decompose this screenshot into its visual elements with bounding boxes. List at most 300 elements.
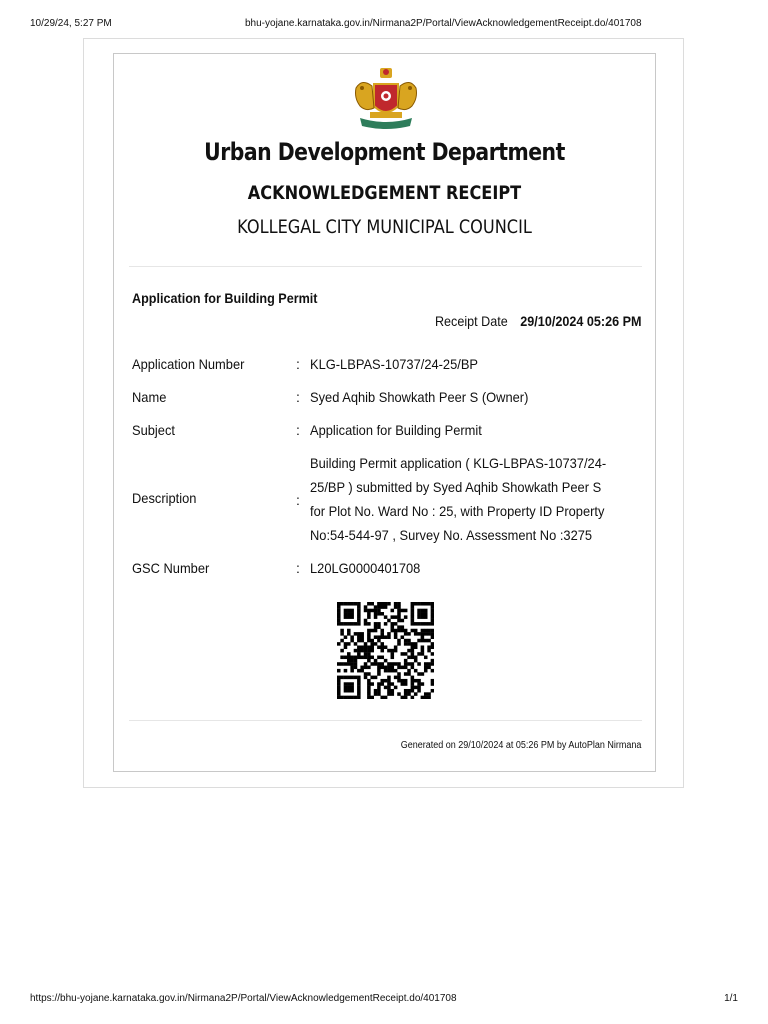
qr-module [350, 635, 354, 639]
qr-module [407, 632, 411, 636]
application-number-value: KLG-LBPAS-10737/24-25/BP [310, 356, 479, 372]
qr-module [387, 686, 391, 690]
qr-module [414, 692, 418, 696]
qr-module [404, 659, 408, 663]
qr-module [380, 612, 384, 616]
qr-module [401, 609, 405, 613]
qr-module [431, 689, 434, 693]
qr-module [421, 612, 425, 616]
qr-module [350, 666, 354, 670]
qr-module [411, 602, 415, 606]
qr-module [377, 669, 381, 673]
qr-module [384, 669, 388, 673]
qr-module [357, 686, 361, 690]
qr-module [424, 692, 428, 696]
qr-module [424, 632, 428, 636]
qr-module [394, 645, 398, 649]
qr-module [347, 629, 351, 633]
qr-module [364, 652, 368, 656]
qr-module [427, 662, 431, 666]
qr-module [421, 629, 425, 633]
qr-module [387, 662, 391, 666]
qr-module [340, 649, 344, 653]
qr-module [391, 662, 395, 666]
qr-module [350, 602, 354, 606]
qr-module [427, 645, 431, 649]
qr-module [377, 682, 381, 686]
qr-module [414, 632, 418, 636]
qr-module [387, 676, 391, 680]
qr-module [367, 672, 371, 676]
qr-module [394, 649, 398, 653]
qr-module [347, 615, 351, 619]
description-line: 25/BP ) submitted by Syed Aqhib Showkath Peer S [310, 479, 602, 495]
qr-module [431, 619, 434, 623]
qr-module [397, 605, 401, 609]
qr-module [380, 679, 384, 683]
qr-module [380, 645, 384, 649]
qr-module [421, 672, 425, 676]
qr-module [387, 632, 391, 636]
qr-module [377, 605, 381, 609]
qr-module [344, 662, 348, 666]
qr-module [401, 629, 405, 633]
qr-module [367, 682, 371, 686]
qr-module [411, 656, 415, 660]
qr-module [364, 619, 368, 623]
qr-module [337, 605, 341, 609]
qr-module [404, 609, 408, 613]
qr-module [397, 639, 401, 643]
qr-module [344, 656, 348, 660]
qr-module [427, 629, 431, 633]
qr-module [357, 615, 361, 619]
qr-module [401, 625, 405, 629]
qr-module [370, 639, 374, 643]
divider [129, 266, 642, 267]
qr-module [407, 656, 411, 660]
qr-module [424, 602, 428, 606]
qr-module [357, 676, 361, 680]
qr-module [397, 629, 401, 633]
qr-module [350, 615, 354, 619]
qr-module [431, 679, 434, 683]
qr-module [377, 609, 381, 613]
qr-module [391, 629, 395, 633]
qr-module [337, 622, 341, 626]
karnataka-state-emblem-icon [352, 66, 420, 132]
receipt-date-value: 29/10/2024 05:26 PM [519, 313, 641, 329]
qr-module [431, 669, 434, 673]
qr-code-icon [337, 602, 434, 699]
qr-module [357, 692, 361, 696]
qr-module [417, 609, 421, 613]
qr-module [370, 609, 374, 613]
qr-module [414, 645, 418, 649]
qr-module [364, 622, 368, 626]
qr-module [344, 696, 348, 699]
qr-module [357, 669, 361, 673]
qr-module [411, 615, 415, 619]
qr-module [424, 666, 428, 670]
qr-module [377, 602, 381, 606]
qr-module [407, 639, 411, 643]
qr-module [394, 622, 398, 626]
qr-module [394, 629, 398, 633]
qr-module [350, 696, 354, 699]
qr-module [337, 662, 341, 666]
qr-module [354, 659, 358, 663]
qr-module [370, 676, 374, 680]
qr-module [367, 602, 371, 606]
qr-module [344, 682, 348, 686]
council-name: KOLLEGAL CITY MUNICIPAL COUNCIL [237, 216, 532, 238]
qr-module [354, 696, 358, 699]
qr-module [337, 612, 341, 616]
qr-module [340, 639, 344, 643]
print-url: bhu-yojane.karnataka.gov.in/Nirmana2P/Portal/ViewAcknowledgementReceipt.do/401708 [245, 18, 642, 29]
qr-module [377, 625, 381, 629]
qr-module [397, 612, 401, 616]
qr-module [384, 696, 388, 699]
qr-module [394, 632, 398, 636]
field-colon: : [296, 560, 300, 576]
qr-module [424, 639, 428, 643]
qr-module [397, 609, 401, 613]
qr-module [377, 666, 381, 670]
qr-module [370, 602, 374, 606]
qr-module [411, 682, 415, 686]
qr-module [391, 622, 395, 626]
qr-module [417, 672, 421, 676]
qr-module [407, 642, 411, 646]
qr-module [374, 662, 378, 666]
description-line: No:54-544-97 , Survey No. Assessment No :3275 [310, 527, 593, 543]
qr-module [374, 605, 378, 609]
qr-module [374, 676, 378, 680]
qr-module [387, 669, 391, 673]
qr-module [407, 662, 411, 666]
qr-module [397, 615, 401, 619]
qr-module [344, 622, 348, 626]
qr-module [431, 632, 434, 636]
qr-module [340, 662, 344, 666]
description-line: Building Permit application ( KLG-LBPAS-10737/24- [310, 455, 607, 471]
qr-module [350, 676, 354, 680]
qr-module [367, 612, 371, 616]
qr-module [347, 642, 351, 646]
qr-module [424, 609, 428, 613]
qr-module [347, 612, 351, 616]
qr-module [424, 622, 428, 626]
qr-module [340, 632, 344, 636]
qr-module [414, 659, 418, 663]
qr-module [357, 622, 361, 626]
qr-module [424, 656, 428, 660]
qr-module [421, 615, 425, 619]
qr-module [424, 612, 428, 616]
qr-module [394, 686, 398, 690]
qr-module [354, 666, 358, 670]
qr-module [350, 609, 354, 613]
qr-module [364, 609, 368, 613]
qr-module [411, 642, 415, 646]
qr-module [357, 649, 361, 653]
qr-module [367, 659, 371, 663]
qr-module [384, 659, 388, 663]
qr-module [374, 625, 378, 629]
qr-module [414, 679, 418, 683]
qr-module [387, 679, 391, 683]
qr-module [391, 615, 395, 619]
qr-module [421, 632, 425, 636]
qr-module [397, 666, 401, 670]
qr-module [431, 652, 434, 656]
qr-module [360, 666, 364, 670]
qr-module [391, 666, 395, 670]
qr-module [397, 625, 401, 629]
qr-module [417, 615, 421, 619]
qr-module [404, 682, 408, 686]
qr-module [424, 696, 428, 699]
qr-module [360, 635, 364, 639]
qr-module [337, 686, 341, 690]
qr-module [367, 692, 371, 696]
subject-value: Application for Building Permit [310, 422, 482, 438]
qr-module [380, 662, 384, 666]
qr-module [344, 669, 348, 673]
qr-module [391, 652, 395, 656]
qr-module [360, 669, 364, 673]
qr-module [384, 679, 388, 683]
qr-module [397, 672, 401, 676]
qr-module [387, 682, 391, 686]
qr-module [377, 635, 381, 639]
qr-module [374, 689, 378, 693]
qr-module [374, 622, 378, 626]
qr-module [380, 635, 384, 639]
qr-module [337, 692, 341, 696]
qr-module [367, 666, 371, 670]
qr-module [414, 622, 418, 626]
qr-module [424, 629, 428, 633]
qr-module [411, 666, 415, 670]
qr-module [427, 696, 431, 699]
qr-module [340, 696, 344, 699]
qr-module [391, 649, 395, 653]
qr-module [340, 676, 344, 680]
qr-module [357, 652, 361, 656]
qr-module [357, 679, 361, 683]
qr-module [377, 612, 381, 616]
qr-module [421, 602, 425, 606]
qr-module [347, 682, 351, 686]
qr-module [367, 615, 371, 619]
qr-module [411, 612, 415, 616]
qr-module [391, 669, 395, 673]
qr-module [340, 602, 344, 606]
qr-module [397, 676, 401, 680]
print-page-number: 1/1 [724, 993, 738, 1004]
qr-module [337, 679, 341, 683]
qr-module [347, 622, 351, 626]
qr-module [360, 632, 364, 636]
qr-module [404, 615, 408, 619]
qr-module [397, 619, 401, 623]
qr-module [411, 679, 415, 683]
qr-module [354, 632, 358, 636]
qr-module [337, 669, 341, 673]
qr-module [347, 659, 351, 663]
qr-module [344, 615, 348, 619]
qr-module [414, 642, 418, 646]
qr-module [350, 682, 354, 686]
name-value: Syed Aqhib Showkath Peer S (Owner) [310, 389, 529, 405]
qr-module [370, 649, 374, 653]
qr-module [337, 642, 341, 646]
qr-module [417, 652, 421, 656]
qr-module [391, 625, 395, 629]
qr-module [427, 639, 431, 643]
qr-module [350, 656, 354, 660]
qr-module [391, 609, 395, 613]
field-colon: : [296, 356, 300, 372]
qr-module [394, 615, 398, 619]
field-colon: : [296, 389, 300, 405]
qr-module [427, 666, 431, 670]
qr-module [374, 615, 378, 619]
qr-module [344, 602, 348, 606]
qr-module [350, 669, 354, 673]
qr-module [421, 652, 425, 656]
qr-module [401, 666, 405, 670]
qr-module [407, 689, 411, 693]
qr-module [344, 642, 348, 646]
qr-module [357, 612, 361, 616]
qr-module [414, 656, 418, 660]
qr-module [370, 642, 374, 646]
qr-module [394, 662, 398, 666]
qr-module [377, 672, 381, 676]
qr-module [380, 629, 384, 633]
qr-module [354, 642, 358, 646]
qr-module [421, 639, 425, 643]
qr-module [387, 666, 391, 670]
qr-module [374, 612, 378, 616]
field-colon: : [296, 492, 300, 508]
qr-module [404, 639, 408, 643]
qr-module [380, 696, 384, 699]
qr-module [384, 686, 388, 690]
qr-module [364, 649, 368, 653]
divider [129, 720, 642, 721]
qr-module [360, 645, 364, 649]
qr-module [337, 615, 341, 619]
department-title: Urban Development Department [204, 138, 565, 166]
qr-module [374, 629, 378, 633]
qr-module [417, 602, 421, 606]
qr-module [357, 696, 361, 699]
qr-module [340, 622, 344, 626]
field-label: Name [132, 389, 167, 405]
qr-module [421, 696, 425, 699]
qr-module [424, 662, 428, 666]
qr-module [367, 656, 371, 660]
qr-module [380, 656, 384, 660]
qr-module [347, 689, 351, 693]
qr-module [384, 666, 388, 670]
description-line: for Plot No. Ward No : 25, with Property ID Property [310, 503, 605, 519]
qr-module [401, 696, 405, 699]
qr-module [394, 602, 398, 606]
qr-module [411, 696, 415, 699]
description-row [132, 451, 642, 547]
qr-module [391, 689, 395, 693]
qr-module [357, 605, 361, 609]
receipt-heading: ACKNOWLEDGEMENT RECEIPT [247, 182, 522, 204]
qr-module [347, 686, 351, 690]
qr-module [374, 609, 378, 613]
qr-module [411, 662, 415, 666]
qr-module [370, 662, 374, 666]
qr-module [431, 612, 434, 616]
qr-module [404, 692, 408, 696]
qr-module [357, 619, 361, 623]
qr-module [431, 682, 434, 686]
qr-module [414, 669, 418, 673]
qr-module [337, 602, 341, 606]
qr-module [411, 649, 415, 653]
qr-module [354, 602, 358, 606]
qr-module [384, 615, 388, 619]
qr-module [427, 649, 431, 653]
field-label: GSC Number [132, 560, 210, 576]
qr-module [427, 692, 431, 696]
qr-module [364, 666, 368, 670]
qr-module [377, 689, 381, 693]
qr-module [387, 602, 391, 606]
qr-module [397, 602, 401, 606]
qr-module [431, 615, 434, 619]
qr-module [417, 639, 421, 643]
qr-module [404, 629, 408, 633]
qr-module [347, 609, 351, 613]
qr-module [354, 676, 358, 680]
qr-module [350, 689, 354, 693]
qr-module [384, 645, 388, 649]
qr-module [357, 609, 361, 613]
receipt-date-label: Receipt Date [434, 313, 508, 329]
qr-module [411, 619, 415, 623]
qr-module [354, 622, 358, 626]
qr-module [337, 689, 341, 693]
qr-module [357, 602, 361, 606]
qr-module [377, 662, 381, 666]
qr-module [424, 615, 428, 619]
description-value [310, 451, 640, 547]
qr-module [401, 635, 405, 639]
field-colon: : [296, 422, 300, 438]
qr-module [370, 629, 374, 633]
qr-module [431, 645, 434, 649]
qr-module [377, 622, 381, 626]
qr-module [347, 662, 351, 666]
qr-module [350, 622, 354, 626]
qr-module [367, 689, 371, 693]
qr-module [411, 645, 415, 649]
qr-module [424, 669, 428, 673]
qr-module [431, 602, 434, 606]
